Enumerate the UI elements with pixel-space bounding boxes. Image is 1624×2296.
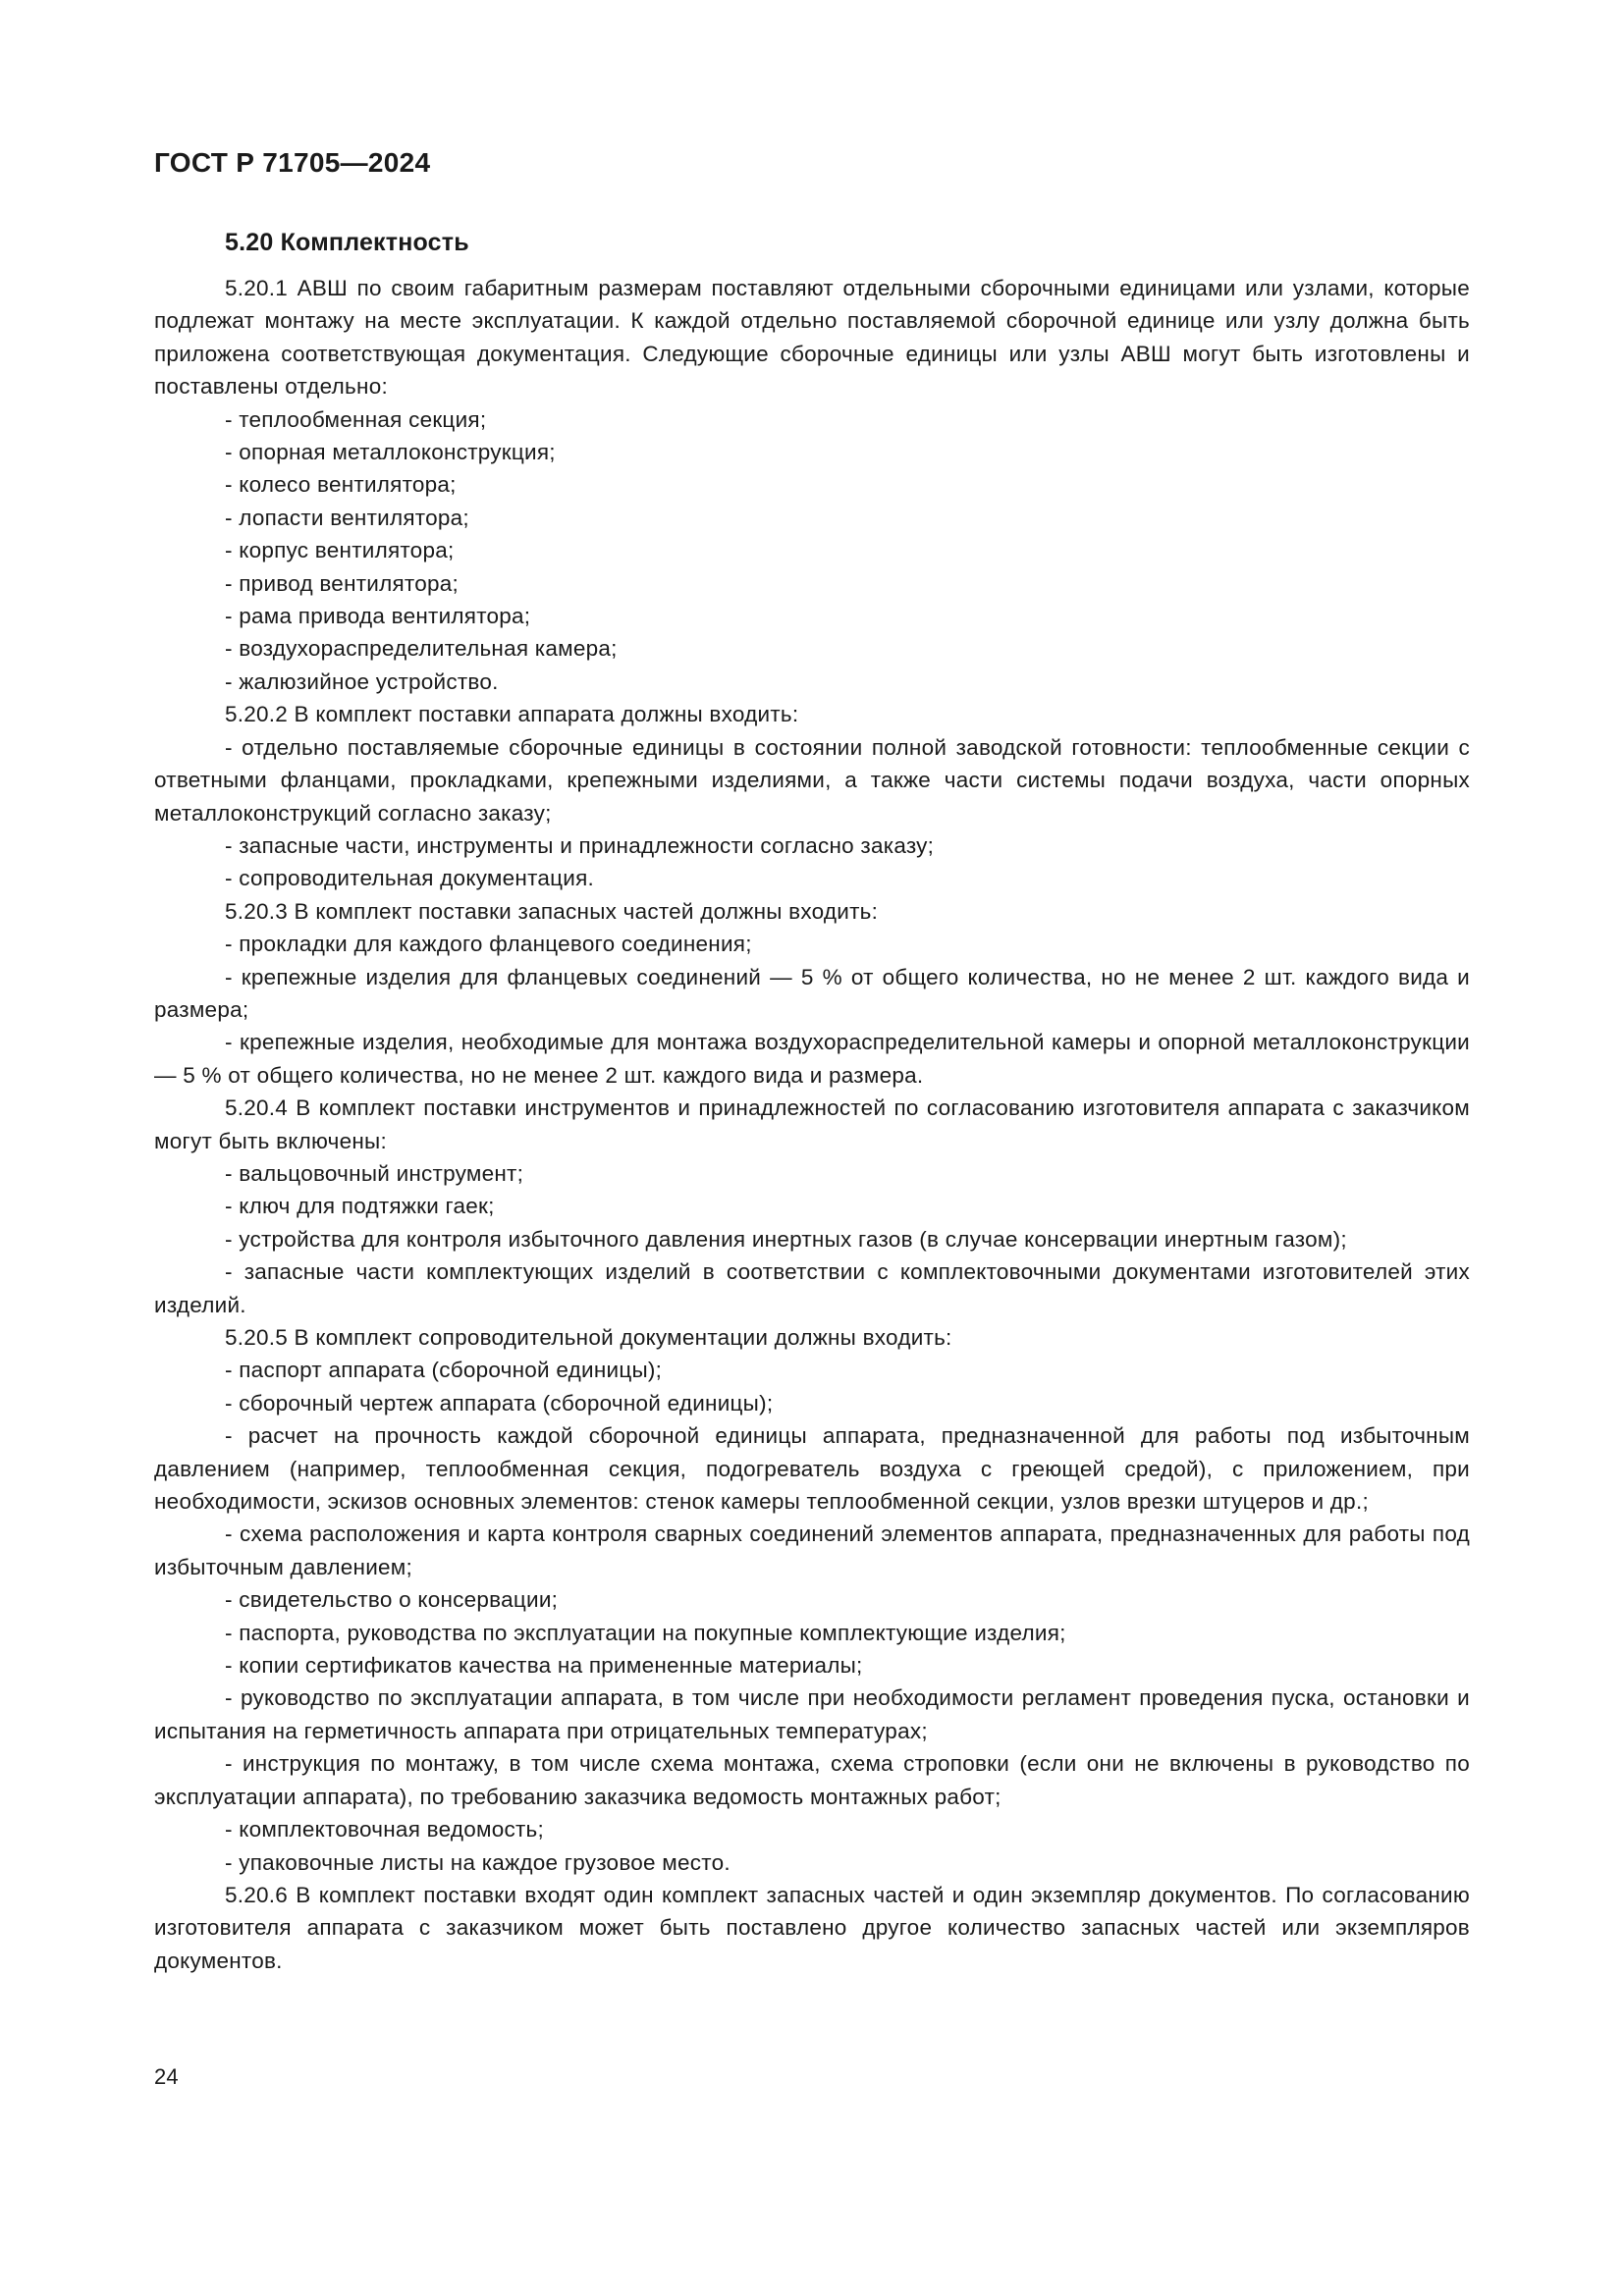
paragraph: - запасные части, инструменты и принадлежности согласно заказу; [225,832,935,858]
paragraph: - рама привода вентилятора; [225,604,531,629]
doc-number: ГОСТ Р 71705—2024 [154,147,431,178]
doc-header [154,147,430,179]
paragraph: - сопроводительная документация. [225,866,595,891]
paragraph: - отдельно поставляемые сборочные единицы в состоянии полной заводской готовности: теплообменные секции с ответными фланцами, прокладками, крепежными изделиями, а также части системы подачи воздуха, части опорных металлоконструкций согласно заказу; [154,734,1470,826]
paragraph: 5.20.4 В комплект поставки инструментов и принадлежностей по согласованию изготовителя аппарата с заказчиком могут быть включены: [154,1095,1470,1153]
paragraph: - ключ для подтяжки гаек; [225,1194,495,1219]
paragraph: - прокладки для каждого фланцевого соединения; [225,932,752,957]
paragraph: - комплектовочная ведомость; [225,1817,544,1842]
paragraph: - упаковочные листы на каждое грузовое место. [225,1849,731,1875]
paragraph: - вальцовочный инструмент; [225,1160,524,1186]
paragraph: - лопасти вентилятора; [225,505,469,530]
paragraph: - паспорта, руководства по эксплуатации на покупные комплектующие изделия; [225,1620,1066,1645]
paragraph: - корпус вентилятора; [225,538,455,563]
paragraph: - руководство по эксплуатации аппарата, в том числе при необходимости регламент проведения пуска, остановки и испытания на герметичность аппарата при отрицательных температурах; [154,1685,1470,1743]
paragraph: - теплообменная секция; [225,406,487,432]
paragraph: - крепежные изделия, необходимые для монтажа воздухораспределительной камеры и опорной металлоконструкции — 5 % от общего количества, но не менее 2 шт. каждого вида и размера. [154,1030,1470,1088]
paragraph: 5.20.3 В комплект поставки запасных частей должны входить: [225,898,879,924]
paragraph: 5.20.6 В комплект поставки входят один комплект запасных частей и один экземпляр документов. По согласованию изготовителя аппарата с заказчиком может быть поставлено другое количество запасных частей или экземпляров документов. [154,1882,1470,1973]
document-body [154,272,1470,1977]
paragraph: 5.20.5 В комплект сопроводительной документации должны входить: [225,1325,952,1350]
paragraph: - опорная металлоконструкция; [225,440,556,465]
paragraph: - сборочный чертеж аппарата (сборочной единицы); [225,1390,774,1415]
paragraph: - крепежные изделия для фланцевых соединений — 5 % от общего количества, но не менее 2 шт. каждого вида и размера; [154,964,1470,1022]
paragraph: - привод вентилятора; [225,570,460,596]
paragraph: - колесо вентилятора; [225,472,457,498]
paragraph: - воздухораспределительная камера; [225,636,618,662]
page-number: 24 [154,2064,179,2089]
paragraph: - свидетельство о консервации; [225,1587,559,1613]
paragraph: - копии сертификатов качества на примененные материалы; [225,1653,863,1679]
paragraph: - устройства для контроля избыточного давления инертных газов (в случае консервации инертным газом); [225,1226,1347,1252]
paragraph: - паспорт аппарата (сборочной единицы); [225,1358,663,1383]
section-title: 5.20 Комплектность [225,229,469,256]
paragraph: - схема расположения и карта контроля сварных соединений элементов аппарата, предназначенных для работы под избыточным давлением; [154,1522,1470,1579]
paragraph: - запасные части комплектующих изделий в соответствии с комплектовочными документами изготовителей этих изделий. [154,1259,1470,1317]
paragraph: - инструкция по монтажу, в том числе схема монтажа, схема строповки (если они не включены в руководство по эксплуатации аппарата), по требованию заказчика ведомость монтажных работ; [154,1751,1470,1809]
paragraph: 5.20.1 АВШ по своим габаритным размерам поставляют отдельными сборочными единицами или узлами, которые подлежат монтажу на месте эксплуатации. К каждой отдельно поставляемой сборочной единице или узлу должна быть приложена соответствующая документация. Следующие сборочные единицы или узлы АВШ могут быть изготовлены и поставлены отдельно: [154,276,1470,400]
paragraph: 5.20.2 В комплект поставки аппарата должны входить: [225,702,799,727]
paragraph: - расчет на прочность каждой сборочной единицы аппарата, предназначенной для работы под избыточным давлением (например, теплообменная секция, подогреватель воздуха с греющей средой), с приложением, при необходимости, эскизов основных элементов: стенок камеры теплообменной секции, узлов врезки штуцеров и др.; [154,1423,1470,1515]
paragraph: - жалюзийное устройство. [225,668,499,694]
